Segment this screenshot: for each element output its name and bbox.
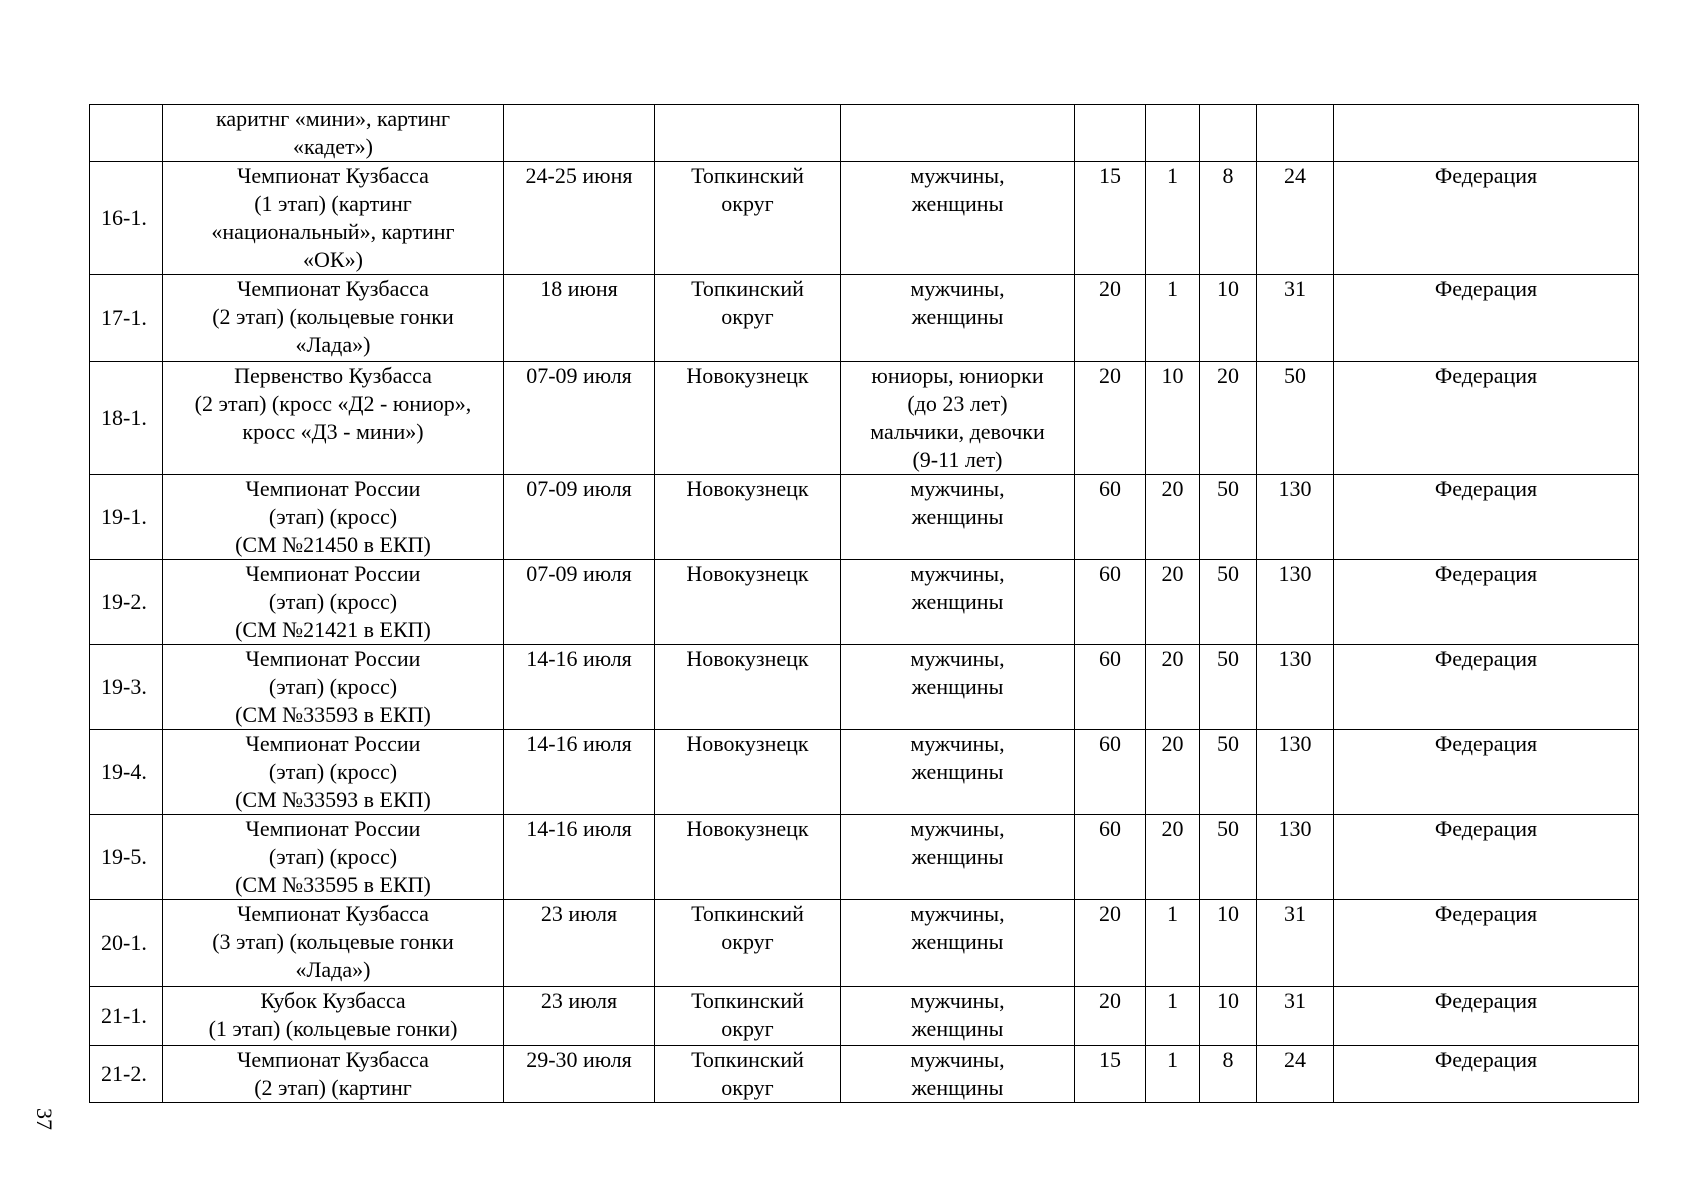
participant-group-line: женщины [911, 1075, 1004, 1100]
event-place-line: округ [721, 1075, 774, 1100]
count-col-2 [1146, 105, 1200, 162]
row-number: 18-1. [90, 362, 163, 475]
organizer: Федерация [1334, 362, 1639, 475]
participant-group-line: мужчины, [910, 901, 1005, 926]
event-place-line: округ [721, 929, 774, 954]
count-col-1: 20 [1075, 275, 1146, 362]
event-date: 18 июня [504, 275, 655, 362]
event-name [163, 815, 504, 900]
event-name-line: Чемпионат России [245, 731, 421, 756]
participant-group-line: мужчины, [910, 731, 1005, 756]
organizer: Федерация [1334, 275, 1639, 362]
count-total: 31 [1257, 900, 1334, 987]
participant-group [841, 560, 1075, 645]
participant-group [841, 362, 1075, 475]
count-total: 130 [1257, 475, 1334, 560]
event-name [163, 105, 504, 162]
event-name [163, 162, 504, 275]
count-col-3: 10 [1200, 275, 1257, 362]
count-col-3: 50 [1200, 645, 1257, 730]
event-place [655, 815, 841, 900]
event-place-line: Топкинский [691, 276, 804, 301]
participant-group-line: женщины [911, 191, 1004, 216]
event-name-line: (2 этап) (кольцевые гонки [212, 304, 454, 329]
event-place-line: Новокузнецк [686, 561, 809, 586]
organizer: Федерация [1334, 730, 1639, 815]
event-name-line: Чемпионат России [245, 476, 421, 501]
event-name [163, 362, 504, 475]
event-place-line: Новокузнецк [686, 363, 809, 388]
participant-group-line: женщины [911, 929, 1004, 954]
table-row [90, 362, 1639, 475]
event-place-line: Новокузнецк [686, 646, 809, 671]
participant-group-line: женщины [911, 844, 1004, 869]
participant-group [841, 900, 1075, 987]
event-name-line: «кадет») [292, 134, 374, 159]
participant-group-line: мужчины, [910, 1047, 1005, 1072]
count-col-2: 10 [1146, 362, 1200, 475]
event-name-line: «ОК») [303, 247, 363, 272]
event-name [163, 475, 504, 560]
count-col-2: 1 [1146, 900, 1200, 987]
count-col-3: 50 [1200, 730, 1257, 815]
event-place-line: округ [721, 1016, 774, 1041]
event-date: 07-09 июля [504, 475, 655, 560]
count-col-2: 20 [1146, 645, 1200, 730]
count-col-1: 20 [1075, 987, 1146, 1046]
participant-group-line: мужчины, [910, 561, 1005, 586]
table-row [90, 900, 1639, 987]
event-name-line: (СМ №21450 в ЕКП) [235, 532, 431, 557]
table-row [90, 987, 1639, 1046]
event-place-line: Новокузнецк [686, 816, 809, 841]
count-total: 130 [1257, 645, 1334, 730]
organizer: Федерация [1334, 815, 1639, 900]
event-name-line: Чемпионат Кузбасса [237, 163, 429, 188]
row-number: 19-5. [90, 815, 163, 900]
count-col-1 [1075, 105, 1146, 162]
event-place-line: Топкинский [691, 901, 804, 926]
event-date [504, 105, 655, 162]
participant-group [841, 645, 1075, 730]
row-number: 19-4. [90, 730, 163, 815]
event-place [655, 900, 841, 987]
count-col-1: 60 [1075, 475, 1146, 560]
participant-group [841, 105, 1075, 162]
count-col-2: 20 [1146, 730, 1200, 815]
participant-group-line: мужчины, [910, 646, 1005, 671]
event-name-line: каритнг «мини», картинг [215, 106, 451, 131]
table-row [90, 1046, 1639, 1103]
count-col-2: 1 [1146, 987, 1200, 1046]
organizer: Федерация [1334, 645, 1639, 730]
count-col-2: 1 [1146, 1046, 1200, 1103]
organizer: Федерация [1334, 475, 1639, 560]
count-col-3: 50 [1200, 815, 1257, 900]
participant-group [841, 987, 1075, 1046]
event-place-line: округ [721, 191, 774, 216]
event-name-line: (3 этап) (кольцевые гонки [212, 929, 454, 954]
participant-group-line: мальчики, девочки [870, 419, 1045, 444]
event-name-line: (СМ №33593 в ЕКП) [235, 787, 431, 812]
participant-group-line: мужчины, [910, 163, 1005, 188]
event-name-line: (этап) (кросс) [268, 504, 398, 529]
event-name-line: (этап) (кросс) [268, 674, 398, 699]
event-place [655, 1046, 841, 1103]
event-place-line: Новокузнецк [686, 731, 809, 756]
event-place [655, 730, 841, 815]
participant-group-line: (до 23 лет) [907, 391, 1008, 416]
count-col-1: 60 [1075, 645, 1146, 730]
count-total: 130 [1257, 815, 1334, 900]
participant-group [841, 475, 1075, 560]
event-name [163, 560, 504, 645]
table-row [90, 560, 1639, 645]
event-place [655, 645, 841, 730]
page-number: 37 [32, 1108, 57, 1130]
row-number: 20-1. [90, 900, 163, 987]
event-name-line: «национальный», картинг [211, 219, 455, 244]
organizer: Федерация [1334, 162, 1639, 275]
row-number: 16-1. [90, 162, 163, 275]
event-date: 14-16 июля [504, 730, 655, 815]
count-total: 130 [1257, 730, 1334, 815]
event-name-line: (2 этап) (кросс «Д2 - юниор», [194, 391, 472, 416]
organizer: Федерация [1334, 1046, 1639, 1103]
event-place [655, 162, 841, 275]
count-col-3: 8 [1200, 1046, 1257, 1103]
row-number: 19-1. [90, 475, 163, 560]
participant-group [841, 730, 1075, 815]
event-name [163, 275, 504, 362]
event-name [163, 730, 504, 815]
participant-group-line: женщины [911, 674, 1004, 699]
count-col-1: 60 [1075, 560, 1146, 645]
table-row [90, 730, 1639, 815]
count-total: 24 [1257, 1046, 1334, 1103]
event-name-line: Чемпионат России [245, 816, 421, 841]
event-name-line: (этап) (кросс) [268, 759, 398, 784]
event-date: 07-09 июля [504, 362, 655, 475]
participant-group-line: женщины [911, 589, 1004, 614]
event-place-line: округ [721, 304, 774, 329]
event-name [163, 1046, 504, 1103]
participant-group [841, 275, 1075, 362]
count-col-3: 10 [1200, 900, 1257, 987]
count-col-2: 1 [1146, 275, 1200, 362]
event-name-line: (СМ №33595 в ЕКП) [235, 872, 431, 897]
event-name-line: кросс «Д3 - мини») [242, 419, 424, 444]
row-number: 21-1. [90, 987, 163, 1046]
table-row [90, 275, 1639, 362]
count-total: 130 [1257, 560, 1334, 645]
count-col-3 [1200, 105, 1257, 162]
event-name [163, 900, 504, 987]
count-total: 50 [1257, 362, 1334, 475]
event-place-line: Топкинский [691, 163, 804, 188]
participant-group-line: женщины [911, 1016, 1004, 1041]
count-total [1257, 105, 1334, 162]
table-row [90, 645, 1639, 730]
count-col-2: 1 [1146, 162, 1200, 275]
event-place [655, 105, 841, 162]
count-col-1: 60 [1075, 815, 1146, 900]
organizer: Федерация [1334, 560, 1639, 645]
participant-group-line: юниоры, юниорки [871, 363, 1044, 388]
participant-group-line: женщины [911, 504, 1004, 529]
event-place [655, 362, 841, 475]
table-row [90, 475, 1639, 560]
event-name-line: «Лада») [295, 957, 371, 982]
count-col-1: 15 [1075, 162, 1146, 275]
row-number: 19-3. [90, 645, 163, 730]
event-name-line: (СМ №21421 в ЕКП) [235, 617, 431, 642]
row-number: 19-2. [90, 560, 163, 645]
event-date: 23 июля [504, 987, 655, 1046]
count-col-3: 8 [1200, 162, 1257, 275]
count-col-3: 50 [1200, 475, 1257, 560]
event-name-line: Чемпионат России [245, 561, 421, 586]
event-date: 23 июля [504, 900, 655, 987]
event-date: 29-30 июля [504, 1046, 655, 1103]
event-place-line: Топкинский [691, 1047, 804, 1072]
participant-group-line: мужчины, [910, 276, 1005, 301]
count-col-1: 20 [1075, 900, 1146, 987]
count-col-1: 60 [1075, 730, 1146, 815]
count-col-2: 20 [1146, 815, 1200, 900]
count-col-3: 10 [1200, 987, 1257, 1046]
participant-group [841, 162, 1075, 275]
event-name [163, 987, 504, 1046]
count-total: 31 [1257, 987, 1334, 1046]
table-row [90, 162, 1639, 275]
count-col-3: 20 [1200, 362, 1257, 475]
event-name-line: (1 этап) (картинг [254, 191, 412, 216]
event-name [163, 645, 504, 730]
event-place-line: Топкинский [691, 988, 804, 1013]
event-name-line: Чемпионат Кузбасса [237, 1047, 429, 1072]
event-place [655, 560, 841, 645]
event-name-line: «Лада») [295, 332, 371, 357]
count-col-1: 15 [1075, 1046, 1146, 1103]
count-col-2: 20 [1146, 475, 1200, 560]
event-name-line: (1 этап) (кольцевые гонки) [208, 1016, 458, 1041]
count-total: 24 [1257, 162, 1334, 275]
participant-group [841, 815, 1075, 900]
participant-group-line: мужчины, [910, 476, 1005, 501]
event-name-line: Первенство Кузбасса [234, 363, 432, 388]
participant-group-line: (9-11 лет) [912, 447, 1003, 472]
count-col-3: 50 [1200, 560, 1257, 645]
event-name-line: Кубок Кузбасса [260, 988, 406, 1013]
event-name-line: (2 этап) (картинг [254, 1075, 412, 1100]
participant-group-line: женщины [911, 304, 1004, 329]
row-number [90, 105, 163, 162]
event-name-line: (этап) (кросс) [268, 589, 398, 614]
event-name-line: Чемпионат России [245, 646, 421, 671]
count-total: 31 [1257, 275, 1334, 362]
count-col-1: 20 [1075, 362, 1146, 475]
organizer: Федерация [1334, 987, 1639, 1046]
participant-group-line: мужчины, [910, 988, 1005, 1013]
event-date: 24-25 июня [504, 162, 655, 275]
table-row [90, 105, 1639, 162]
events-table [89, 104, 1639, 1103]
event-name-line: (этап) (кросс) [268, 844, 398, 869]
organizer: Федерация [1334, 900, 1639, 987]
event-date: 14-16 июля [504, 815, 655, 900]
event-name-line: Чемпионат Кузбасса [237, 276, 429, 301]
participant-group-line: женщины [911, 759, 1004, 784]
organizer [1334, 105, 1639, 162]
event-place [655, 275, 841, 362]
row-number: 21-2. [90, 1046, 163, 1103]
participant-group-line: мужчины, [910, 816, 1005, 841]
count-col-2: 20 [1146, 560, 1200, 645]
event-date: 07-09 июля [504, 560, 655, 645]
event-name-line: (СМ №33593 в ЕКП) [235, 702, 431, 727]
row-number: 17-1. [90, 275, 163, 362]
event-place-line: Новокузнецк [686, 476, 809, 501]
event-place [655, 987, 841, 1046]
event-date: 14-16 июля [504, 645, 655, 730]
table-row [90, 815, 1639, 900]
event-name-line: Чемпионат Кузбасса [237, 901, 429, 926]
participant-group [841, 1046, 1075, 1103]
event-place [655, 475, 841, 560]
